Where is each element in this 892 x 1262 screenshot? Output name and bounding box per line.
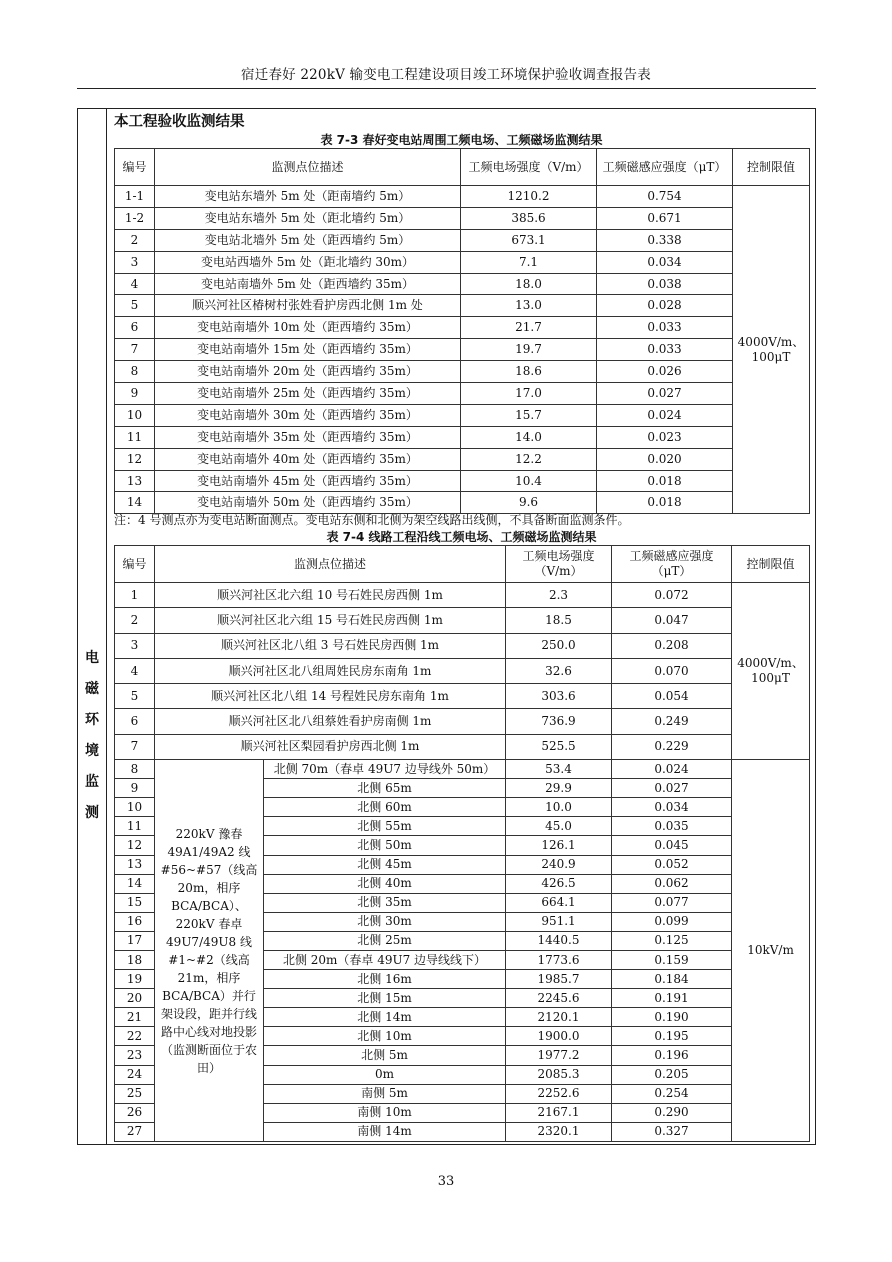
cell-b-field: 0.229: [612, 734, 732, 759]
cell-no: 17: [115, 931, 155, 950]
table-row: [115, 684, 810, 709]
cell-no: 15: [115, 893, 155, 912]
cell-e-field: 45.0: [506, 817, 612, 836]
cell-e-field: 2085.3: [506, 1065, 612, 1084]
header-b: 工频磁感应强度（μT）: [597, 149, 733, 186]
table-row: [115, 295, 810, 317]
cell-position: 北侧 50m: [264, 836, 506, 855]
cell-no: 8: [115, 361, 155, 383]
cell-e-field: 18.5: [506, 608, 612, 633]
cell-e-field: 21.7: [461, 317, 597, 339]
cell-no: 2: [115, 608, 155, 633]
cell-b-field: 0.077: [612, 893, 732, 912]
cell-no: 8: [115, 760, 155, 779]
cell-no: 1: [115, 583, 155, 608]
cell-e-field: 673.1: [461, 229, 597, 251]
cell-no: 24: [115, 1065, 155, 1084]
table-row: [115, 760, 810, 779]
cell-e-field: 250.0: [506, 633, 612, 658]
cell-b-field: 0.023: [597, 426, 733, 448]
cell-b-field: 0.290: [612, 1103, 732, 1122]
cell-desc: 变电站南墙外 45m 处（距西墙约 35m）: [155, 470, 461, 492]
cell-e-field: 19.7: [461, 339, 597, 361]
cell-b-field: 0.070: [612, 658, 732, 683]
cell-position: 北侧 65m: [264, 779, 506, 798]
cell-e-field: 385.6: [461, 207, 597, 229]
cell-e-field: 2245.6: [506, 989, 612, 1008]
cell-no: 13: [115, 470, 155, 492]
table-row: [115, 448, 810, 470]
table-7-3-note: 注：4 号测点亦为变电站断面测点。变电站东侧和北侧为架空线路出线侧，不具备断面监测条件。: [114, 513, 630, 527]
cell-e-field: 1977.2: [506, 1046, 612, 1065]
cell-desc: 顺兴河社区北六组 10 号石姓民房西侧 1m: [155, 583, 506, 608]
table-row: [115, 207, 810, 229]
cell-no: 10: [115, 798, 155, 817]
cell-e-field: 525.5: [506, 734, 612, 759]
header-e: 工频电场强度（V/m）: [506, 546, 612, 583]
cell-e-field: 2167.1: [506, 1103, 612, 1122]
header-b: 工频磁感应强度（μT）: [612, 546, 732, 583]
cell-e-field: 14.0: [461, 426, 597, 448]
table-row: [115, 361, 810, 383]
header-limit: 控制限值: [732, 546, 810, 583]
cell-b-field: 0.099: [612, 912, 732, 931]
cell-b-field: 0.254: [612, 1084, 732, 1103]
cell-position: 北侧 40m: [264, 874, 506, 893]
cell-desc: 变电站南墙外 15m 处（距西墙约 35m）: [155, 339, 461, 361]
cell-e-field: 240.9: [506, 855, 612, 874]
cell-e-field: 426.5: [506, 874, 612, 893]
cell-e-field: 2320.1: [506, 1122, 612, 1141]
cell-b-field: 0.327: [612, 1122, 732, 1141]
cell-desc: 顺兴河社区北六组 15 号石姓民房西侧 1m: [155, 608, 506, 633]
cell-no: 25: [115, 1084, 155, 1103]
table-row: [115, 186, 810, 208]
cell-no: 18: [115, 951, 155, 970]
cell-b-field: 0.205: [612, 1065, 732, 1084]
cell-e-field: 18.6: [461, 361, 597, 383]
cell-b-field: 0.338: [597, 229, 733, 251]
cell-position: 北侧 55m: [264, 817, 506, 836]
cell-desc: 变电站东墙外 5m 处（距北墙约 5m）: [155, 207, 461, 229]
cell-e-field: 2120.1: [506, 1008, 612, 1027]
cell-b-field: 0.027: [612, 779, 732, 798]
cell-no: 14: [115, 874, 155, 893]
header-desc: 监测点位描述: [155, 149, 461, 186]
cell-b-field: 0.045: [612, 836, 732, 855]
side-label-char: 境: [85, 743, 99, 759]
cell-e-field: 303.6: [506, 684, 612, 709]
cell-b-field: 0.018: [597, 470, 733, 492]
cell-position: 北侧 5m: [264, 1046, 506, 1065]
cell-no: 10: [115, 404, 155, 426]
cell-position: 北侧 15m: [264, 989, 506, 1008]
cell-desc: 顺兴河社区椿树村张姓看护房西北侧 1m 处: [155, 295, 461, 317]
cell-no: 5: [115, 295, 155, 317]
cell-b-field: 0.072: [612, 583, 732, 608]
cell-position: 北侧 35m: [264, 893, 506, 912]
cell-e-field: 10.0: [506, 798, 612, 817]
cell-no: 21: [115, 1008, 155, 1027]
cell-e-field: 29.9: [506, 779, 612, 798]
cell-no: 14: [115, 492, 155, 514]
page-header: 宿迁春好 220kV 输变电工程建设项目竣工环境保护验收调查报告表: [241, 67, 651, 83]
cell-desc: 变电站北墙外 5m 处（距西墙约 5m）: [155, 229, 461, 251]
cell-desc: 变电站东墙外 5m 处（距南墙约 5m）: [155, 186, 461, 208]
cell-b-field: 0.028: [597, 295, 733, 317]
cell-no: 5: [115, 684, 155, 709]
table-row: [115, 470, 810, 492]
cell-position: 北侧 10m: [264, 1027, 506, 1046]
cell-no: 22: [115, 1027, 155, 1046]
table-row: [115, 608, 810, 633]
header-e: 工频电场强度（V/m）: [461, 149, 597, 186]
cell-b-field: 0.035: [612, 817, 732, 836]
cell-b-field: 0.018: [597, 492, 733, 514]
table-row: [115, 383, 810, 405]
table-row: [115, 426, 810, 448]
header-limit: 控制限值: [733, 149, 810, 186]
cell-no: 26: [115, 1103, 155, 1122]
cell-e-field: 2252.6: [506, 1084, 612, 1103]
cell-no: 1-2: [115, 207, 155, 229]
cell-position: 北侧 25m: [264, 931, 506, 950]
side-label-char: 电: [85, 650, 99, 666]
cell-e-field: 951.1: [506, 912, 612, 931]
header-rule: [77, 88, 816, 89]
cell-no: 1-1: [115, 186, 155, 208]
cell-position: 南侧 10m: [264, 1103, 506, 1122]
cell-no: 7: [115, 339, 155, 361]
section-title: 本工程验收监测结果: [114, 114, 245, 130]
cell-no: 7: [115, 734, 155, 759]
cell-b-field: 0.249: [612, 709, 732, 734]
cell-desc: 顺兴河社区梨园看护房西北侧 1m: [155, 734, 506, 759]
cell-no: 19: [115, 970, 155, 989]
cell-no: 4: [115, 658, 155, 683]
cell-e-field: 1985.7: [506, 970, 612, 989]
table-7-4: [114, 545, 810, 1142]
cell-desc: 变电站南墙外 30m 处（距西墙约 35m）: [155, 404, 461, 426]
cell-position: 南侧 5m: [264, 1084, 506, 1103]
cell-desc: 变电站南墙外 5m 处（距西墙约 35m）: [155, 273, 461, 295]
table-row: [115, 251, 810, 273]
cell-e-field: 664.1: [506, 893, 612, 912]
cell-b-field: 0.190: [612, 1008, 732, 1027]
cell-no: 4: [115, 273, 155, 295]
header-no: 编号: [115, 546, 155, 583]
cell-no: 20: [115, 989, 155, 1008]
cell-b-field: 0.027: [597, 383, 733, 405]
cell-desc: 顺兴河社区北八组 14 号程姓民房东南角 1m: [155, 684, 506, 709]
header-no: 编号: [115, 149, 155, 186]
cell-position: 北侧 70m（春卓 49U7 边导线外 50m）: [264, 760, 506, 779]
cell-no: 6: [115, 709, 155, 734]
cell-b-field: 0.754: [597, 186, 733, 208]
cell-e-field: 1210.2: [461, 186, 597, 208]
cell-b-field: 0.020: [597, 448, 733, 470]
table-row: [115, 583, 810, 608]
table-row: [115, 273, 810, 295]
cell-position: 北侧 45m: [264, 855, 506, 874]
cell-e-field: 53.4: [506, 760, 612, 779]
side-label-char: 监: [85, 774, 99, 790]
cell-b-field: 0.159: [612, 951, 732, 970]
cell-b-field: 0.024: [612, 760, 732, 779]
cell-position: 0m: [264, 1065, 506, 1084]
cell-no: 3: [115, 251, 155, 273]
cell-e-field: 9.6: [461, 492, 597, 514]
table-row: [115, 404, 810, 426]
cell-e-field: 126.1: [506, 836, 612, 855]
cell-limit: 10kV/m: [732, 760, 810, 1142]
cell-b-field: 0.671: [597, 207, 733, 229]
cell-b-field: 0.033: [597, 339, 733, 361]
cell-desc: 变电站西墙外 5m 处（距北墙约 30m）: [155, 251, 461, 273]
cell-b-field: 0.191: [612, 989, 732, 1008]
cell-e-field: 1900.0: [506, 1027, 612, 1046]
table-row: [115, 658, 810, 683]
cell-no: 3: [115, 633, 155, 658]
cell-e-field: 736.9: [506, 709, 612, 734]
cell-b-field: 0.034: [612, 798, 732, 817]
cell-desc: 顺兴河社区北八组周姓民房东南角 1m: [155, 658, 506, 683]
cell-b-field: 0.052: [612, 855, 732, 874]
cell-no: 11: [115, 817, 155, 836]
cell-section-desc: 220kV 豫春49A1/49A2 线#56~#57（线高20m，相序BCA/BCA）、220kV 春卓49U7/49U8 线#1~#2（线高21m，相序BCA/BCA）并行架设段，距并行线路中心线对地投影（监测断面位于农田）: [155, 760, 264, 1142]
cell-e-field: 12.2: [461, 448, 597, 470]
cell-no: 27: [115, 1122, 155, 1141]
table-7-4-caption: 表 7-4 线路工程沿线工频电场、工频磁场监测结果: [326, 530, 597, 544]
cell-b-field: 0.033: [597, 317, 733, 339]
cell-no: 12: [115, 836, 155, 855]
cell-e-field: 7.1: [461, 251, 597, 273]
cell-b-field: 0.196: [612, 1046, 732, 1065]
cell-no: 13: [115, 855, 155, 874]
cell-desc: 顺兴河社区北八组蔡姓看护房南侧 1m: [155, 709, 506, 734]
cell-desc: 变电站南墙外 20m 处（距西墙约 35m）: [155, 361, 461, 383]
cell-b-field: 0.062: [612, 874, 732, 893]
cell-no: 11: [115, 426, 155, 448]
cell-b-field: 0.195: [612, 1027, 732, 1046]
cell-e-field: 15.7: [461, 404, 597, 426]
cell-b-field: 0.208: [612, 633, 732, 658]
side-label: [77, 643, 107, 829]
cell-e-field: 32.6: [506, 658, 612, 683]
page-number: 33: [437, 1174, 455, 1189]
cell-e-field: 1773.6: [506, 951, 612, 970]
cell-desc: 变电站南墙外 35m 处（距西墙约 35m）: [155, 426, 461, 448]
table-row: [115, 339, 810, 361]
cell-no: 12: [115, 448, 155, 470]
cell-b-field: 0.054: [612, 684, 732, 709]
cell-position: 北侧 16m: [264, 970, 506, 989]
cell-e-field: 13.0: [461, 295, 597, 317]
cell-e-field: 18.0: [461, 273, 597, 295]
cell-b-field: 0.024: [597, 404, 733, 426]
cell-e-field: 1440.5: [506, 931, 612, 950]
cell-limit: 4000V/m、100μT: [732, 583, 810, 760]
cell-desc: 顺兴河社区北八组 3 号石姓民房西侧 1m: [155, 633, 506, 658]
cell-position: 南侧 14m: [264, 1122, 506, 1141]
cell-position: 北侧 20m（春卓 49U7 边导线线下）: [264, 951, 506, 970]
cell-b-field: 0.034: [597, 251, 733, 273]
cell-b-field: 0.125: [612, 931, 732, 950]
side-label-char: 测: [85, 805, 99, 821]
cell-no: 23: [115, 1046, 155, 1065]
cell-b-field: 0.038: [597, 273, 733, 295]
cell-e-field: 2.3: [506, 583, 612, 608]
cell-limit: 4000V/m、100μT: [733, 186, 810, 514]
cell-no: 16: [115, 912, 155, 931]
cell-e-field: 17.0: [461, 383, 597, 405]
cell-b-field: 0.026: [597, 361, 733, 383]
table-row: [115, 633, 810, 658]
cell-desc: 变电站南墙外 25m 处（距西墙约 35m）: [155, 383, 461, 405]
cell-no: 2: [115, 229, 155, 251]
cell-desc: 变电站南墙外 10m 处（距西墙约 35m）: [155, 317, 461, 339]
table-7-3-caption: 表 7-3 春好变电站周围工频电场、工频磁场监测结果: [320, 133, 603, 147]
table-header-row: [115, 149, 810, 186]
table-row: [115, 734, 810, 759]
cell-position: 北侧 30m: [264, 912, 506, 931]
side-label-char: 环: [85, 712, 99, 728]
cell-position: 北侧 60m: [264, 798, 506, 817]
cell-e-field: 10.4: [461, 470, 597, 492]
table-7-3: [114, 148, 810, 514]
cell-no: 9: [115, 779, 155, 798]
table-row: [115, 229, 810, 251]
cell-position: 北侧 14m: [264, 1008, 506, 1027]
table-row: [115, 709, 810, 734]
table-row: [115, 317, 810, 339]
cell-b-field: 0.184: [612, 970, 732, 989]
table-header-row: [115, 546, 810, 583]
cell-desc: 变电站南墙外 50m 处（距西墙约 35m）: [155, 492, 461, 514]
cell-b-field: 0.047: [612, 608, 732, 633]
side-column: [77, 108, 107, 1145]
header-desc: 监测点位描述: [155, 546, 506, 583]
cell-desc: 变电站南墙外 40m 处（距西墙约 35m）: [155, 448, 461, 470]
cell-no: 6: [115, 317, 155, 339]
side-label-char: 磁: [85, 681, 99, 697]
cell-no: 9: [115, 383, 155, 405]
